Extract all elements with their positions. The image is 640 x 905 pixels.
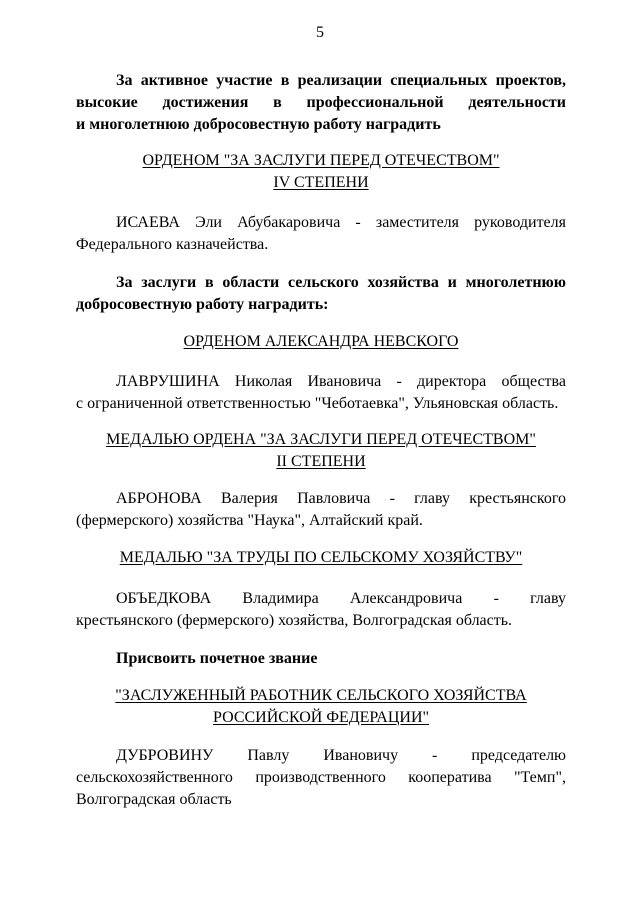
intro-line: высокие достижения в профессиональной деятельности [76,94,566,111]
recipient-line: ИСАЕВА Эли Абубакаровича - заместителя руководителя [116,214,566,231]
award-line: МЕДАЛЬЮ ОРДЕНА "ЗА ЗАСЛУГИ ПЕРЕД ОТЕЧЕСТВОМ" [106,431,536,448]
award-line: ОРДЕНОМ "ЗА ЗАСЛУГИ ПЕРЕД ОТЕЧЕСТВОМ" [142,152,500,169]
recipient-obyedkov [76,588,566,632]
award-line: "ЗАСЛУЖЕННЫЙ РАБОТНИК СЕЛЬСКОГО ХОЗЯЙСТВА [115,687,527,704]
recipient-line: ЛАВРУШИНА Николая Ивановича - директора общества [116,373,566,390]
recipient-line: (фермерского) хозяйства "Наука", Алтайский край. [76,512,423,529]
intro-honorary-title [76,648,566,670]
recipient-line: сельскохозяйственного производственного кооператива "Темп", [76,769,566,786]
recipient-isaev [76,212,566,256]
recipient-line: Волгоградская область [76,791,232,808]
award-line: МЕДАЛЬЮ "ЗА ТРУДЫ ПО СЕЛЬСКОМУ ХОЗЯЙСТВУ" [119,549,523,566]
award-title-medal-order-merit-2 [76,429,566,473]
recipient-dubrovin [76,745,566,811]
page-number: 5 [316,24,324,41]
intro-line: Присвоить почетное звание [116,650,318,667]
award-line: РОССИЙСКОЙ ФЕДЕРАЦИИ" [212,709,430,726]
recipient-line: ОБЪЕДКОВА Владимира Александровича - главу [116,590,566,607]
recipient-line: Федерального казначейства. [76,236,269,253]
intro-paragraph-special-projects [76,70,566,136]
award-title-medal-agriculture [76,547,566,569]
intro-line: За заслуги в области сельского хозяйства и многолетнюю [116,274,566,291]
recipient-line: АБРОНОВА Валерия Павловича - главу крестьянского [116,490,566,507]
award-line: II СТЕПЕНИ [276,453,366,470]
award-title-order-merit-4 [76,150,566,194]
award-title-honored-worker [76,685,566,729]
award-title-order-nevsky [76,331,566,353]
intro-line: и многолетнюю добросовестную работу наградить [76,116,441,133]
recipient-lavrushin [76,371,566,415]
award-line: ОРДЕНОМ АЛЕКСАНДРА НЕВСКОГО [183,333,459,350]
recipient-abronov [76,488,566,532]
recipient-line: крестьянского (фермерского) хозяйства, Волгоградская область. [76,612,513,629]
award-line: IV СТЕПЕНИ [273,174,369,191]
recipient-line: ДУБРОВИНУ Павлу Ивановичу - председателю [116,747,566,764]
recipient-line: с ограниченной ответственностью "Чеботаевка", Ульяновская область. [76,395,559,412]
intro-line: За активное участие в реализации специальных проектов, [116,72,566,89]
intro-line: добросовестную работу наградить: [76,296,329,313]
intro-paragraph-agriculture [76,272,566,316]
